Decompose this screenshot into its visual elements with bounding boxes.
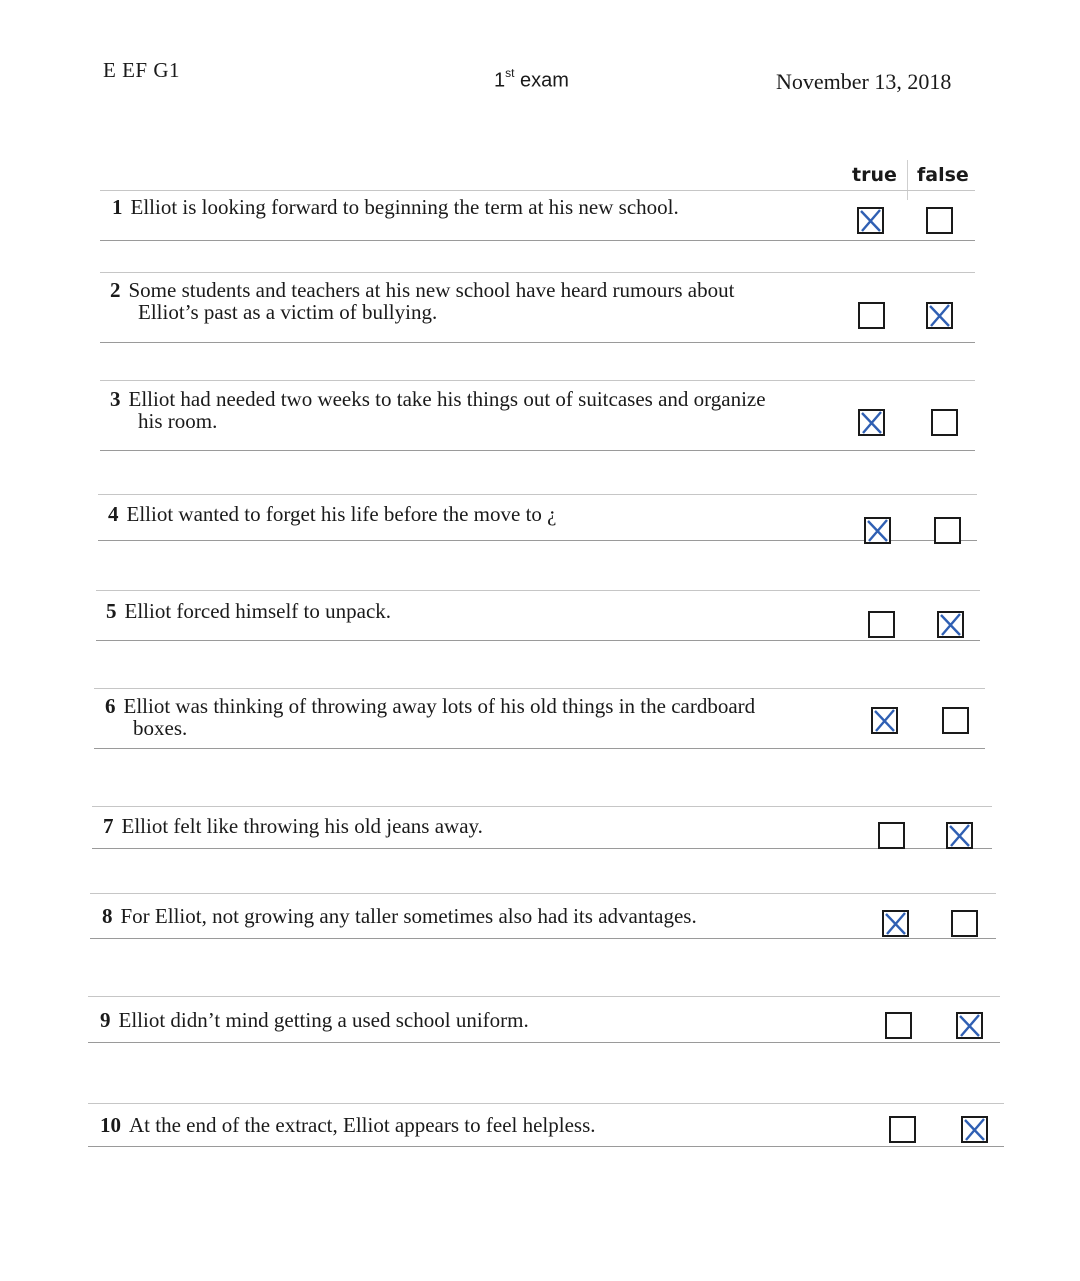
false-checkbox[interactable] [931, 409, 958, 436]
question-text [100, 1114, 596, 1136]
question-line-1: Elliot is looking forward to beginning the term at his new school. [130, 195, 679, 219]
question-number: 8 [102, 904, 113, 928]
question-line-1: Elliot was thinking of throwing away lots of his old things in the cardboard [123, 694, 756, 718]
true-checkbox[interactable] [864, 517, 891, 544]
question-number: 2 [110, 278, 121, 302]
row-bottom-rule [100, 342, 975, 343]
true-checkbox[interactable] [857, 207, 884, 234]
cross-mark-icon [956, 1012, 983, 1039]
cross-mark-icon [961, 1116, 988, 1143]
cross-mark-icon [858, 409, 885, 436]
question-line-1: Some students and teachers at his new school have heard rumours about [128, 278, 735, 302]
row-top-rule [94, 688, 985, 689]
row-bottom-rule [100, 450, 975, 451]
question-text [110, 279, 734, 323]
question-number: 10 [100, 1113, 121, 1137]
question-text [102, 905, 697, 927]
row-top-rule [90, 893, 996, 894]
false-checkbox[interactable] [951, 910, 978, 937]
exam-date: November 13, 2018 [776, 69, 952, 94]
row-top-rule [96, 590, 980, 591]
question-text [100, 1009, 529, 1031]
row-top-rule [88, 1103, 1004, 1104]
false-checkbox[interactable] [956, 1012, 983, 1039]
exam-suffix: st [505, 66, 515, 80]
row-top-rule [88, 996, 1000, 997]
row-top-rule [92, 806, 992, 807]
question-number: 9 [100, 1008, 111, 1032]
false-checkbox[interactable] [937, 611, 964, 638]
true-checkbox[interactable] [885, 1012, 912, 1039]
cross-mark-icon [882, 910, 909, 937]
cross-mark-icon [857, 207, 884, 234]
question-number: 3 [110, 387, 121, 411]
question-line-1: For Elliot, not growing any taller sometimes also had its advantages. [120, 904, 697, 928]
exam-word: exam [520, 69, 569, 92]
true-checkbox[interactable] [889, 1116, 916, 1143]
true-checkbox[interactable] [868, 611, 895, 638]
cross-mark-icon [926, 302, 953, 329]
question-line-1: At the end of the extract, Elliot appears to feel helpless. [129, 1113, 596, 1137]
row-bottom-rule [88, 1146, 1004, 1147]
question-line-2: boxes. [133, 716, 188, 740]
question-number: 5 [106, 599, 117, 623]
question-text [108, 503, 557, 525]
true-checkbox[interactable] [871, 707, 898, 734]
question-line-1: Elliot felt like throwing his old jeans away. [121, 814, 483, 838]
row-bottom-rule [94, 748, 985, 749]
question-number: 6 [105, 694, 116, 718]
false-checkbox[interactable] [926, 302, 953, 329]
column-header-true: true [852, 164, 897, 186]
row-top-rule [100, 272, 975, 273]
question-number: 4 [108, 502, 119, 526]
question-line-1: Elliot had needed two weeks to take his things out of suitcases and organize [128, 387, 766, 411]
true-checkbox[interactable] [858, 302, 885, 329]
row-top-rule [100, 380, 975, 381]
question-text [112, 196, 679, 218]
cross-mark-icon [871, 707, 898, 734]
false-checkbox[interactable] [926, 207, 953, 234]
row-bottom-rule [90, 938, 996, 939]
false-checkbox[interactable] [942, 707, 969, 734]
question-text [103, 815, 483, 837]
question-line-2: his room. [138, 409, 218, 433]
question-line-2: Elliot’s past as a victim of bullying. [138, 300, 438, 324]
question-text [110, 388, 766, 432]
course-code: E EF G1 [103, 58, 180, 82]
false-checkbox[interactable] [934, 517, 961, 544]
cross-mark-icon [937, 611, 964, 638]
column-divider [907, 160, 908, 200]
true-checkbox[interactable] [878, 822, 905, 849]
false-checkbox[interactable] [961, 1116, 988, 1143]
column-header-false: false [917, 164, 969, 186]
question-line-1: Elliot forced himself to unpack. [124, 599, 392, 623]
row-bottom-rule [98, 540, 977, 541]
exam-title [494, 68, 569, 93]
row-top-rule [98, 494, 977, 495]
question-line-1: Elliot didn’t mind getting a used school uniform. [118, 1008, 529, 1032]
question-number: 7 [103, 814, 114, 838]
false-checkbox[interactable] [946, 822, 973, 849]
cross-mark-icon [946, 822, 973, 849]
cross-mark-icon [864, 517, 891, 544]
row-top-rule [100, 190, 975, 191]
row-bottom-rule [100, 240, 975, 241]
row-bottom-rule [92, 848, 992, 849]
true-checkbox[interactable] [858, 409, 885, 436]
question-line-1: Elliot wanted to forget his life before the move to ¿ [126, 502, 557, 526]
true-checkbox[interactable] [882, 910, 909, 937]
exam-number: 1 [494, 69, 506, 92]
question-number: 1 [112, 195, 123, 219]
question-text [106, 600, 391, 622]
question-text [105, 695, 755, 739]
row-bottom-rule [88, 1042, 1000, 1043]
row-bottom-rule [96, 640, 980, 641]
